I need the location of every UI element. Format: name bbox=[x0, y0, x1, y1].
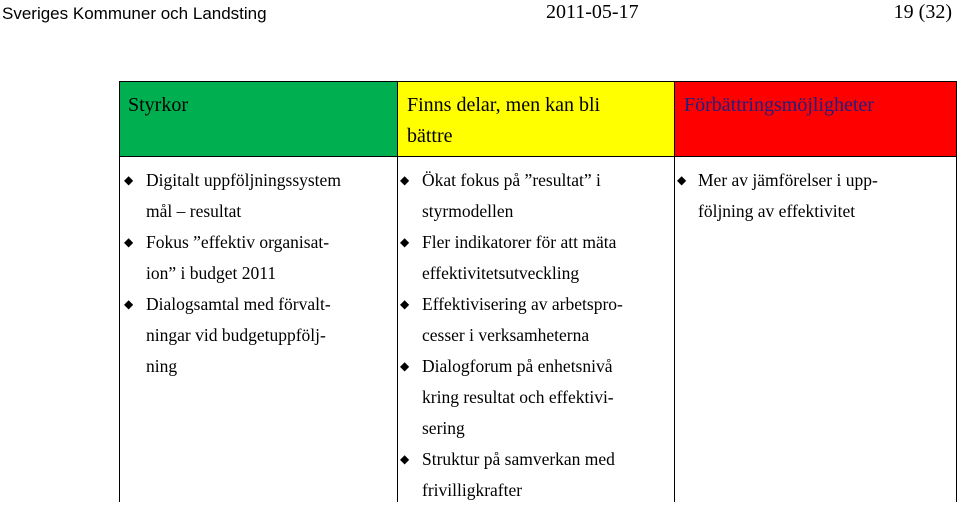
item-list bbox=[119, 156, 397, 382]
item-list bbox=[397, 156, 674, 506]
bullet-icon: ◆ bbox=[400, 235, 410, 249]
list-item bbox=[119, 165, 397, 227]
page-header bbox=[0, 0, 960, 30]
column-header bbox=[397, 81, 674, 156]
bullet-icon: ◆ bbox=[124, 235, 134, 249]
item-text: styrmodellen bbox=[422, 201, 514, 221]
item-text: Struktur på samverkan med bbox=[422, 449, 615, 469]
column-improvable bbox=[397, 81, 674, 502]
item-text: Mer av jämförelser i upp- bbox=[698, 170, 878, 190]
column-header bbox=[119, 81, 397, 156]
bullet-icon: ◆ bbox=[677, 173, 687, 187]
list-item bbox=[397, 351, 674, 444]
column-header bbox=[674, 81, 957, 156]
swot-table bbox=[119, 81, 957, 502]
list-item bbox=[119, 289, 397, 382]
item-text: Fler indikatorer för att mäta bbox=[422, 232, 617, 252]
item-text: Effektivisering av arbetspro- bbox=[422, 294, 623, 314]
item-text: ion” i budget 2011 bbox=[146, 263, 277, 283]
item-list bbox=[674, 156, 957, 227]
item-text: effektivitetsutveckling bbox=[422, 263, 580, 283]
item-text: sering bbox=[422, 418, 465, 438]
list-item bbox=[119, 227, 397, 289]
item-text: ning bbox=[146, 356, 178, 376]
column-title: bättre bbox=[407, 125, 453, 147]
bullet-icon: ◆ bbox=[400, 173, 410, 187]
organization-name: Sveriges Kommuner och Landsting bbox=[2, 4, 267, 23]
bullet-icon: ◆ bbox=[400, 359, 410, 373]
item-text: kring resultat och effektivi- bbox=[422, 387, 614, 407]
item-text: Dialogsamtal med förvalt- bbox=[146, 294, 331, 314]
column-title: Förbättringsmöjligheter bbox=[684, 94, 874, 116]
item-text: följning av effektivitet bbox=[698, 201, 856, 221]
column-title: Finns delar, men kan bli bbox=[407, 94, 601, 116]
bullet-icon: ◆ bbox=[124, 297, 134, 311]
column-title: Styrkor bbox=[128, 94, 188, 116]
item-text: Dialogforum på enhetsnivå bbox=[422, 356, 613, 376]
list-item bbox=[674, 165, 957, 227]
page-number: 19 (32) bbox=[893, 1, 952, 23]
list-item bbox=[397, 165, 674, 227]
list-item bbox=[397, 289, 674, 351]
list-item bbox=[397, 444, 674, 506]
bullet-icon: ◆ bbox=[400, 452, 410, 466]
item-text: cesser i verksamheterna bbox=[422, 325, 590, 345]
item-text: ningar vid budgetuppfölj- bbox=[146, 325, 326, 345]
item-text: Ökat fokus på ”resultat” i bbox=[422, 170, 601, 190]
column-strengths bbox=[119, 81, 397, 502]
item-text: frivilligkrafter bbox=[422, 480, 523, 500]
item-text: Digitalt uppföljningssystem bbox=[146, 170, 341, 190]
list-item bbox=[397, 227, 674, 289]
item-text: mål – resultat bbox=[146, 201, 242, 221]
document-date: 2011-05-17 bbox=[546, 1, 639, 23]
column-opportunities bbox=[674, 81, 957, 502]
bullet-icon: ◆ bbox=[124, 173, 134, 187]
bullet-icon: ◆ bbox=[400, 297, 410, 311]
item-text: Fokus ”effektiv organisat- bbox=[146, 232, 330, 252]
